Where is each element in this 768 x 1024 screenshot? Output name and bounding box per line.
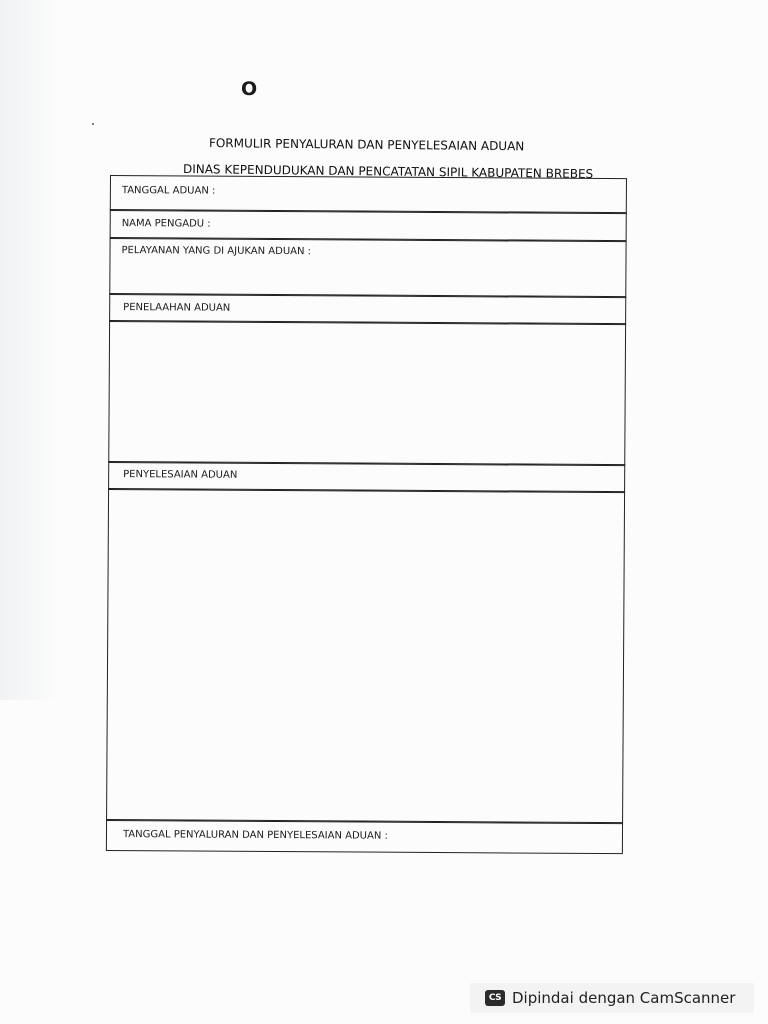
label-tanggal-aduan: TANGGAL ADUAN : [121,185,216,197]
complaint-form-table [106,175,626,852]
form-subtitle: DINAS KEPENDUDUKAN DAN PENCATATAN SIPIL KABUPATEN BREBES [182,162,594,182]
camscanner-watermark [470,983,754,1013]
scan-shadow [0,0,60,700]
label-tanggal-penyaluran: TANGGAL PENYALURAN DAN PENYELESAIAN ADUAN : [122,829,388,842]
penyelesaian-content-area [106,488,625,824]
penelaahan-content-area [108,320,626,466]
page-mark: O [241,78,258,100]
label-pelayanan: PELAYANAN YANG DI AJUKAN ADUAN : [121,245,312,258]
row-tanggal-penyaluran [106,819,623,854]
scan-speck [92,123,94,125]
label-penelaahan: PENELAAHAN ADUAN [123,302,231,314]
row-pelayanan [109,237,626,298]
label-nama-pengadu: NAMA PENGADU : [121,218,211,230]
camscanner-text: Dipindai dengan CamScanner [512,989,736,1007]
row-tanggal-aduan [110,175,627,214]
form-title: FORMULIR PENYALURAN DAN PENYELESAIAN ADUAN [208,136,525,154]
camscanner-logo-icon: CS [485,990,505,1006]
label-penyelesaian: PENYELESAIAN ADUAN [123,469,238,481]
